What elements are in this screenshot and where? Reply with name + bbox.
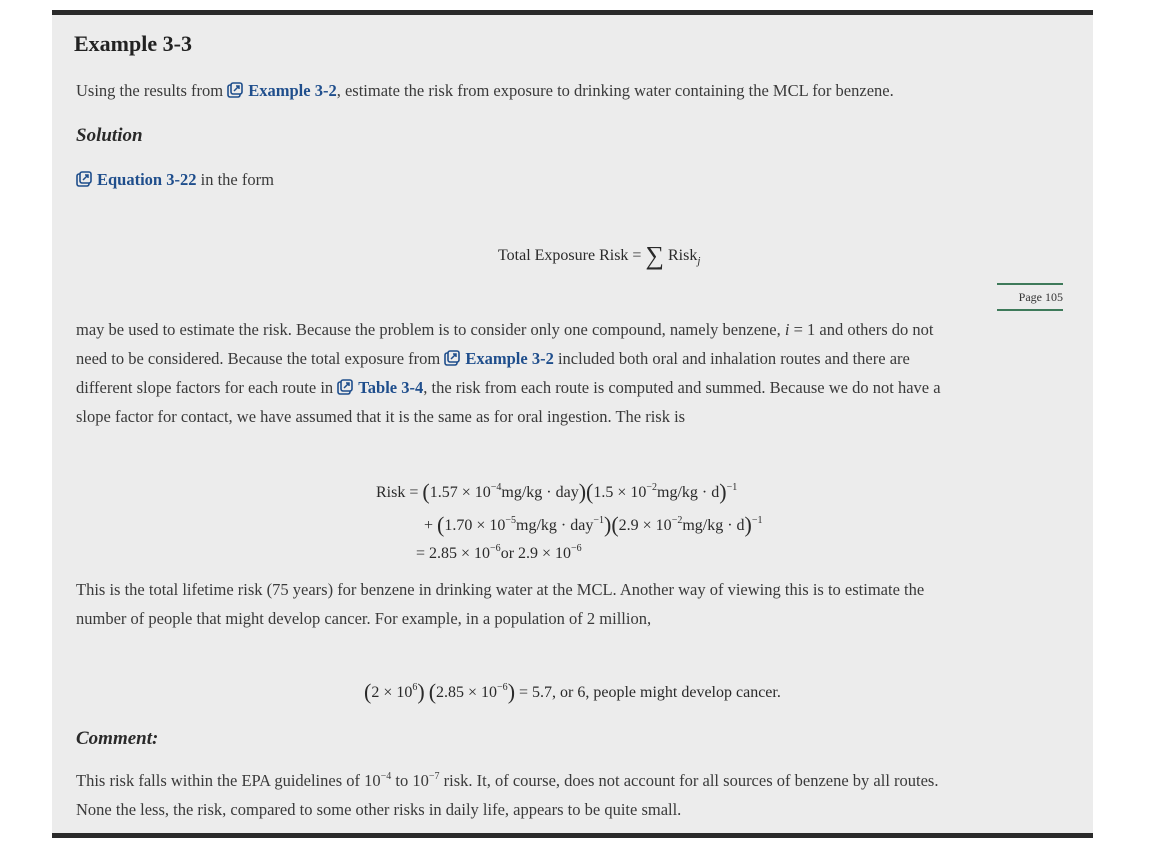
cancer-count-equation: $(2 \times 10^6)$ $(2.85 \times 10^{-6}) = 5.7$, or 6, people might develop cancer. [364, 679, 781, 704]
para2-line4: slope factor for contact, we have assumed that it is the same as for oral ingestion. The risk is [76, 407, 686, 426]
comment-heading: Comment: [76, 728, 159, 749]
comment-line2: None the less, the risk, compared to some other risks in daily life, appears to be quite small. [76, 800, 682, 819]
solution-heading: Solution [76, 125, 143, 146]
para2-line1: may be used to estimate the risk. Because the problem is to consider only one compound, namely benzene, i = 1 and others do not [76, 320, 934, 339]
external-link-icon [337, 379, 353, 395]
para3-line2: number of people that might develop cancer. For example, in a population of 2 million, [76, 609, 652, 628]
total-exposure-equation: Total Exposure Risk = ∑ Risk$_j$ [498, 241, 701, 270]
risk-equation-line2: + $(1.70 \times 10^{-5}mg/kg \cdot day^{-1})(2.9 \times 10^{-2}mg/kg \cdot d)^{-1}$ [424, 512, 763, 537]
page-marker: Page 105 [997, 283, 1063, 311]
table-3-4-link[interactable]: Table 3-4 [337, 378, 423, 397]
risk-equation-line1: Risk = $(1.57 \times 10^{-4}mg/kg \cdot day)(1.5 \times 10^{-2}mg/kg \cdot d)^{-1}$ [376, 479, 738, 504]
para3-line1: This is the total lifetime risk (75 years) for benzene in drinking water at the MCL. Another way of viewing this is to estimate the [76, 580, 925, 599]
para2-line2: need to be considered. Because the total exposure from Example 3-2 included both oral and inhalation routes and there are [76, 349, 910, 368]
external-link-icon [227, 82, 243, 98]
comment-line1: This risk falls within the EPA guidelines of $10^{-4}$ to $10^{-7}$ risk. It, of course, does not account for all sources of benzene by all routes. [76, 771, 939, 790]
para2-line3: different slope factors for each route in Table 3-4, the risk from each route is computed and summed. Because we do not have a [76, 378, 941, 397]
external-link-icon [444, 350, 460, 366]
example-3-2-link[interactable]: Example 3-2 [227, 81, 336, 100]
intro-paragraph: Using the results from Example 3-2, estimate the risk from exposure to drinking water containing the MCL for benzene. [76, 81, 894, 100]
equation-reference: Equation 3-22 in the form [76, 165, 274, 194]
example-panel [52, 10, 1093, 838]
risk-equation-line3: = $2.85 \times 10^{-6}or$ $2.9 \times 10^{-6}$ [416, 543, 582, 562]
equation-3-22-link[interactable]: Equation 3-22 [76, 170, 196, 189]
example-title: Example 3-3 [74, 31, 192, 56]
example-3-2-link[interactable]: Example 3-2 [444, 349, 553, 368]
external-link-icon [76, 171, 92, 187]
